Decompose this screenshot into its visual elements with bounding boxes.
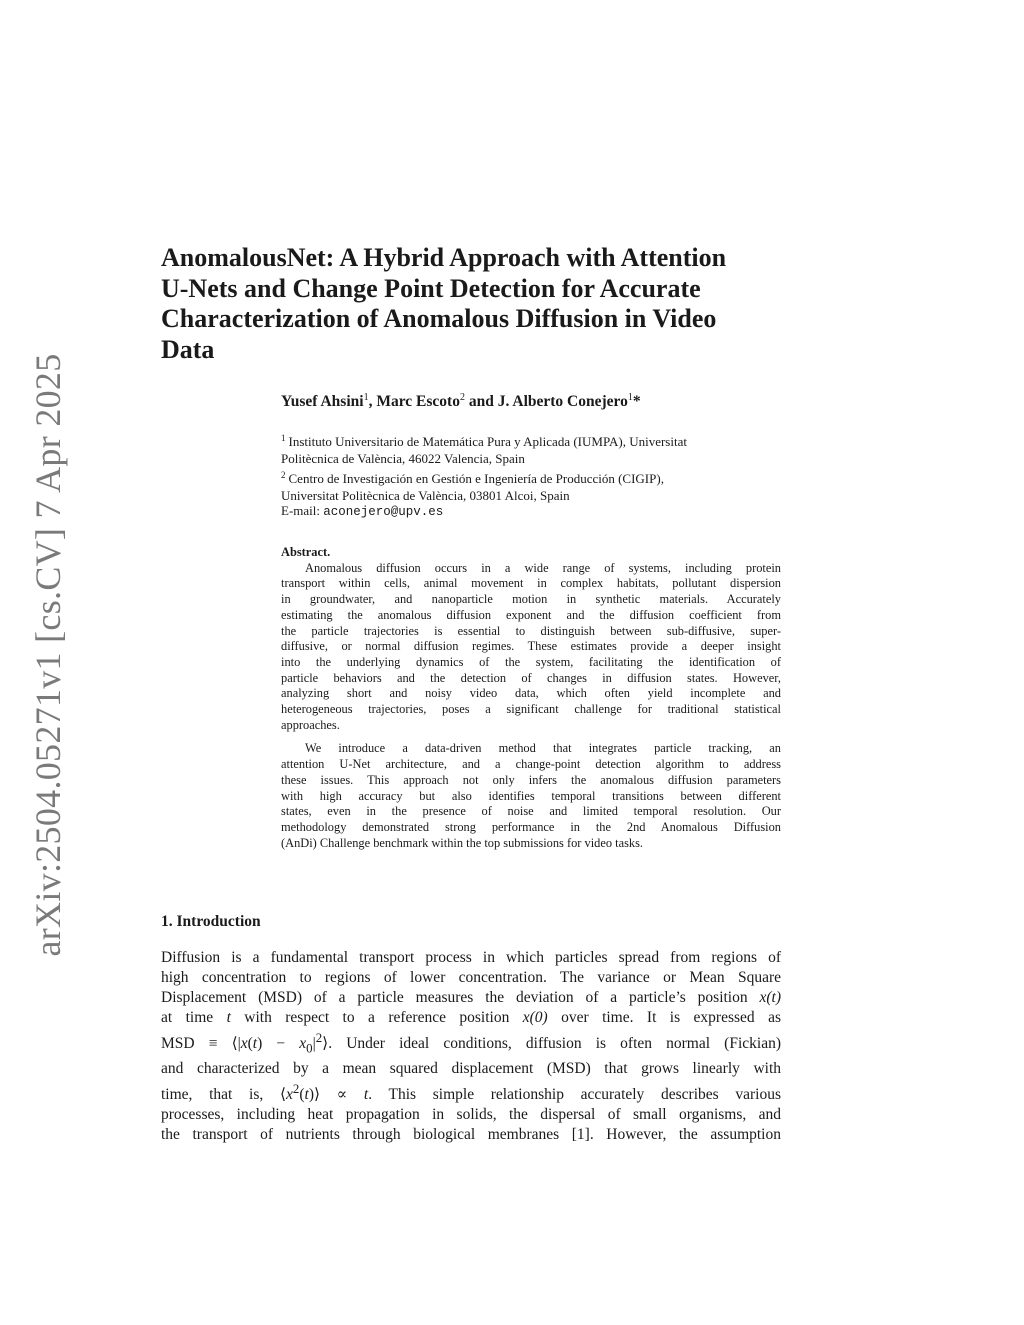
author-name: Yusef Ahsini bbox=[281, 393, 364, 410]
abstract-line: in groundwater, and nanoparticle motion in synthetic materials. Accurately bbox=[281, 592, 781, 607]
math-variable: t bbox=[252, 1035, 258, 1053]
paper-title bbox=[161, 243, 801, 365]
corresponding-author-mark: * bbox=[632, 393, 641, 410]
body-text: Displacement (MSD) of a particle measures the deviation of a particle’s position bbox=[161, 989, 760, 1007]
abstract-line: Anomalous diffusion occurs in a wide range of systems, including protein bbox=[305, 560, 781, 575]
math-variable: x bbox=[299, 1035, 307, 1053]
body-line bbox=[161, 1008, 781, 1028]
abstract-line: analyzing short and noisy video data, which often yield incomplete and bbox=[281, 686, 781, 701]
abstract-heading: Abstract. bbox=[281, 545, 331, 559]
abstract-paragraph bbox=[281, 561, 781, 734]
introduction-paragraph bbox=[161, 948, 781, 1145]
title-line: U-Nets and Change Point Detection for Accurate bbox=[161, 273, 701, 303]
math-text: ( bbox=[299, 1085, 305, 1103]
math-superscript: 2 bbox=[315, 1030, 323, 1046]
body-line: processes, including heat propagation in solids, the dispersal of small organisms, and bbox=[161, 1106, 781, 1124]
abstract bbox=[281, 545, 781, 851]
body-text: at time bbox=[161, 1009, 227, 1027]
body-line: the transport of nutrients through biological membranes [1]. However, the assumption bbox=[161, 1126, 781, 1144]
body-line: and characterized by a mean squared displacement (MSD) that grows linearly with bbox=[161, 1059, 781, 1077]
affiliation-number: 1 bbox=[281, 433, 286, 443]
affiliation-mark: 1 bbox=[627, 392, 633, 403]
math-expression: x(0) bbox=[522, 1009, 548, 1027]
author-name: Marc Escoto bbox=[376, 393, 460, 410]
math-text: ) − bbox=[257, 1035, 300, 1053]
email-address[interactable]: aconejero@upv.es bbox=[323, 505, 444, 519]
body-line bbox=[161, 988, 781, 1008]
math-variable: t bbox=[363, 1085, 369, 1103]
math-text: MSD ≡ ⟨| bbox=[161, 1035, 241, 1053]
math-text: )⟩ ∝ bbox=[308, 1085, 364, 1103]
body-line: high concentration to regions of lower concentration. The variance or Mean Square bbox=[161, 969, 781, 987]
body-line bbox=[161, 1028, 781, 1058]
title-line: Data bbox=[161, 334, 215, 364]
affiliation-mark: 1 bbox=[363, 392, 369, 403]
abstract-line: (AnDi) Challenge benchmark within the top submissions for video tasks. bbox=[281, 835, 644, 850]
author-separator: and bbox=[464, 393, 498, 410]
abstract-line: We introduce a data-driven method that integrates particle tracking, an bbox=[305, 741, 781, 756]
title-line: AnomalousNet: A Hybrid Approach with Attention bbox=[161, 243, 727, 272]
body-text: . This simple relationship accurately describes various bbox=[368, 1085, 781, 1103]
abstract-line: particle behaviors and the detection of changes in diffusion states. However, bbox=[281, 670, 781, 685]
body-line bbox=[161, 1079, 781, 1105]
abstract-line: these issues. This approach not only infers the anomalous diffusion parameters bbox=[281, 772, 781, 787]
math-subscript: 0 bbox=[306, 1040, 313, 1056]
math-expression: x(t) bbox=[759, 989, 781, 1007]
math-variable: t bbox=[304, 1085, 309, 1103]
abstract-paragraph bbox=[281, 741, 781, 851]
math-superscript: 2 bbox=[292, 1080, 300, 1096]
body-text: ⟩. Under ideal conditions, diffusion is often normal (Fickian) bbox=[322, 1035, 781, 1053]
abstract-line: transport within cells, animal movement in complex habitats, pollutant dispersion bbox=[281, 576, 781, 591]
contact-email bbox=[281, 503, 801, 519]
title-line: Characterization of Anomalous Diffusion in Video bbox=[161, 304, 717, 333]
body-text: over time. It is expressed as bbox=[547, 1009, 781, 1027]
affiliations bbox=[281, 430, 801, 504]
body-text: with respect to a reference position bbox=[230, 1009, 523, 1027]
abstract-line: methodology demonstrated strong performance in the 2nd Anomalous Diffusion bbox=[281, 819, 781, 834]
body-line: Diffusion is a fundamental transport process in which particles spread from regions of bbox=[161, 949, 781, 966]
affiliation-text: Centro de Investigación en Gestión e Ingeniería de Producción (CIGIP), bbox=[288, 471, 664, 486]
affiliation-number: 2 bbox=[281, 470, 286, 480]
abstract-line: approaches. bbox=[281, 717, 340, 732]
section-heading: 1. Introduction bbox=[161, 913, 261, 930]
abstract-line: heterogeneous trajectories, poses a significant challenge for traditional statistical bbox=[281, 702, 781, 717]
body-text: time, that is, ⟨ bbox=[161, 1085, 286, 1103]
math-text: | bbox=[312, 1035, 316, 1053]
affiliation-mark: 2 bbox=[459, 392, 465, 403]
affiliation-text: Politècnica de València, 46022 Valencia, Spain bbox=[281, 451, 525, 466]
abstract-line: attention U-Net architecture, and a change-point detection algorithm to address bbox=[281, 757, 781, 772]
email-label: E-mail: bbox=[281, 503, 320, 518]
abstract-line: into the underlying dynamics of the system, facilitating the identification of bbox=[281, 654, 781, 669]
abstract-line: the particle trajectories is essential to distinguish between sub-diffusive, super- bbox=[281, 623, 781, 638]
abstract-line: estimating the anomalous diffusion exponent and the diffusion coefficient from bbox=[281, 607, 781, 622]
arxiv-identifier: arXiv:2504.05271v1 [cs.CV] 7 Apr 2025 bbox=[28, 353, 68, 957]
author-separator: , bbox=[368, 393, 377, 410]
abstract-line: states, even in the presence of noise and limited temporal resolution. Our bbox=[281, 804, 781, 819]
author-name: J. Alberto Conejero bbox=[497, 393, 628, 410]
math-variable: x bbox=[286, 1085, 293, 1103]
affiliation-text: Universitat Politècnica de València, 03801 Alcoi, Spain bbox=[281, 488, 570, 503]
math-variable: t bbox=[226, 1009, 231, 1027]
abstract-line: diffusive, or normal diffusion regimes. These estimates provide a deeper insight bbox=[281, 639, 781, 654]
abstract-line: with high accuracy but also identifies temporal transitions between different bbox=[281, 788, 781, 803]
affiliation-text: Instituto Universitario de Matemática Pura y Aplicada (IUMPA), Universitat bbox=[288, 434, 687, 449]
math-variable: x bbox=[240, 1035, 248, 1053]
math-text: ( bbox=[247, 1035, 253, 1053]
affiliation-line bbox=[281, 467, 801, 487]
author-list bbox=[281, 392, 801, 411]
affiliation-line bbox=[281, 430, 801, 450]
